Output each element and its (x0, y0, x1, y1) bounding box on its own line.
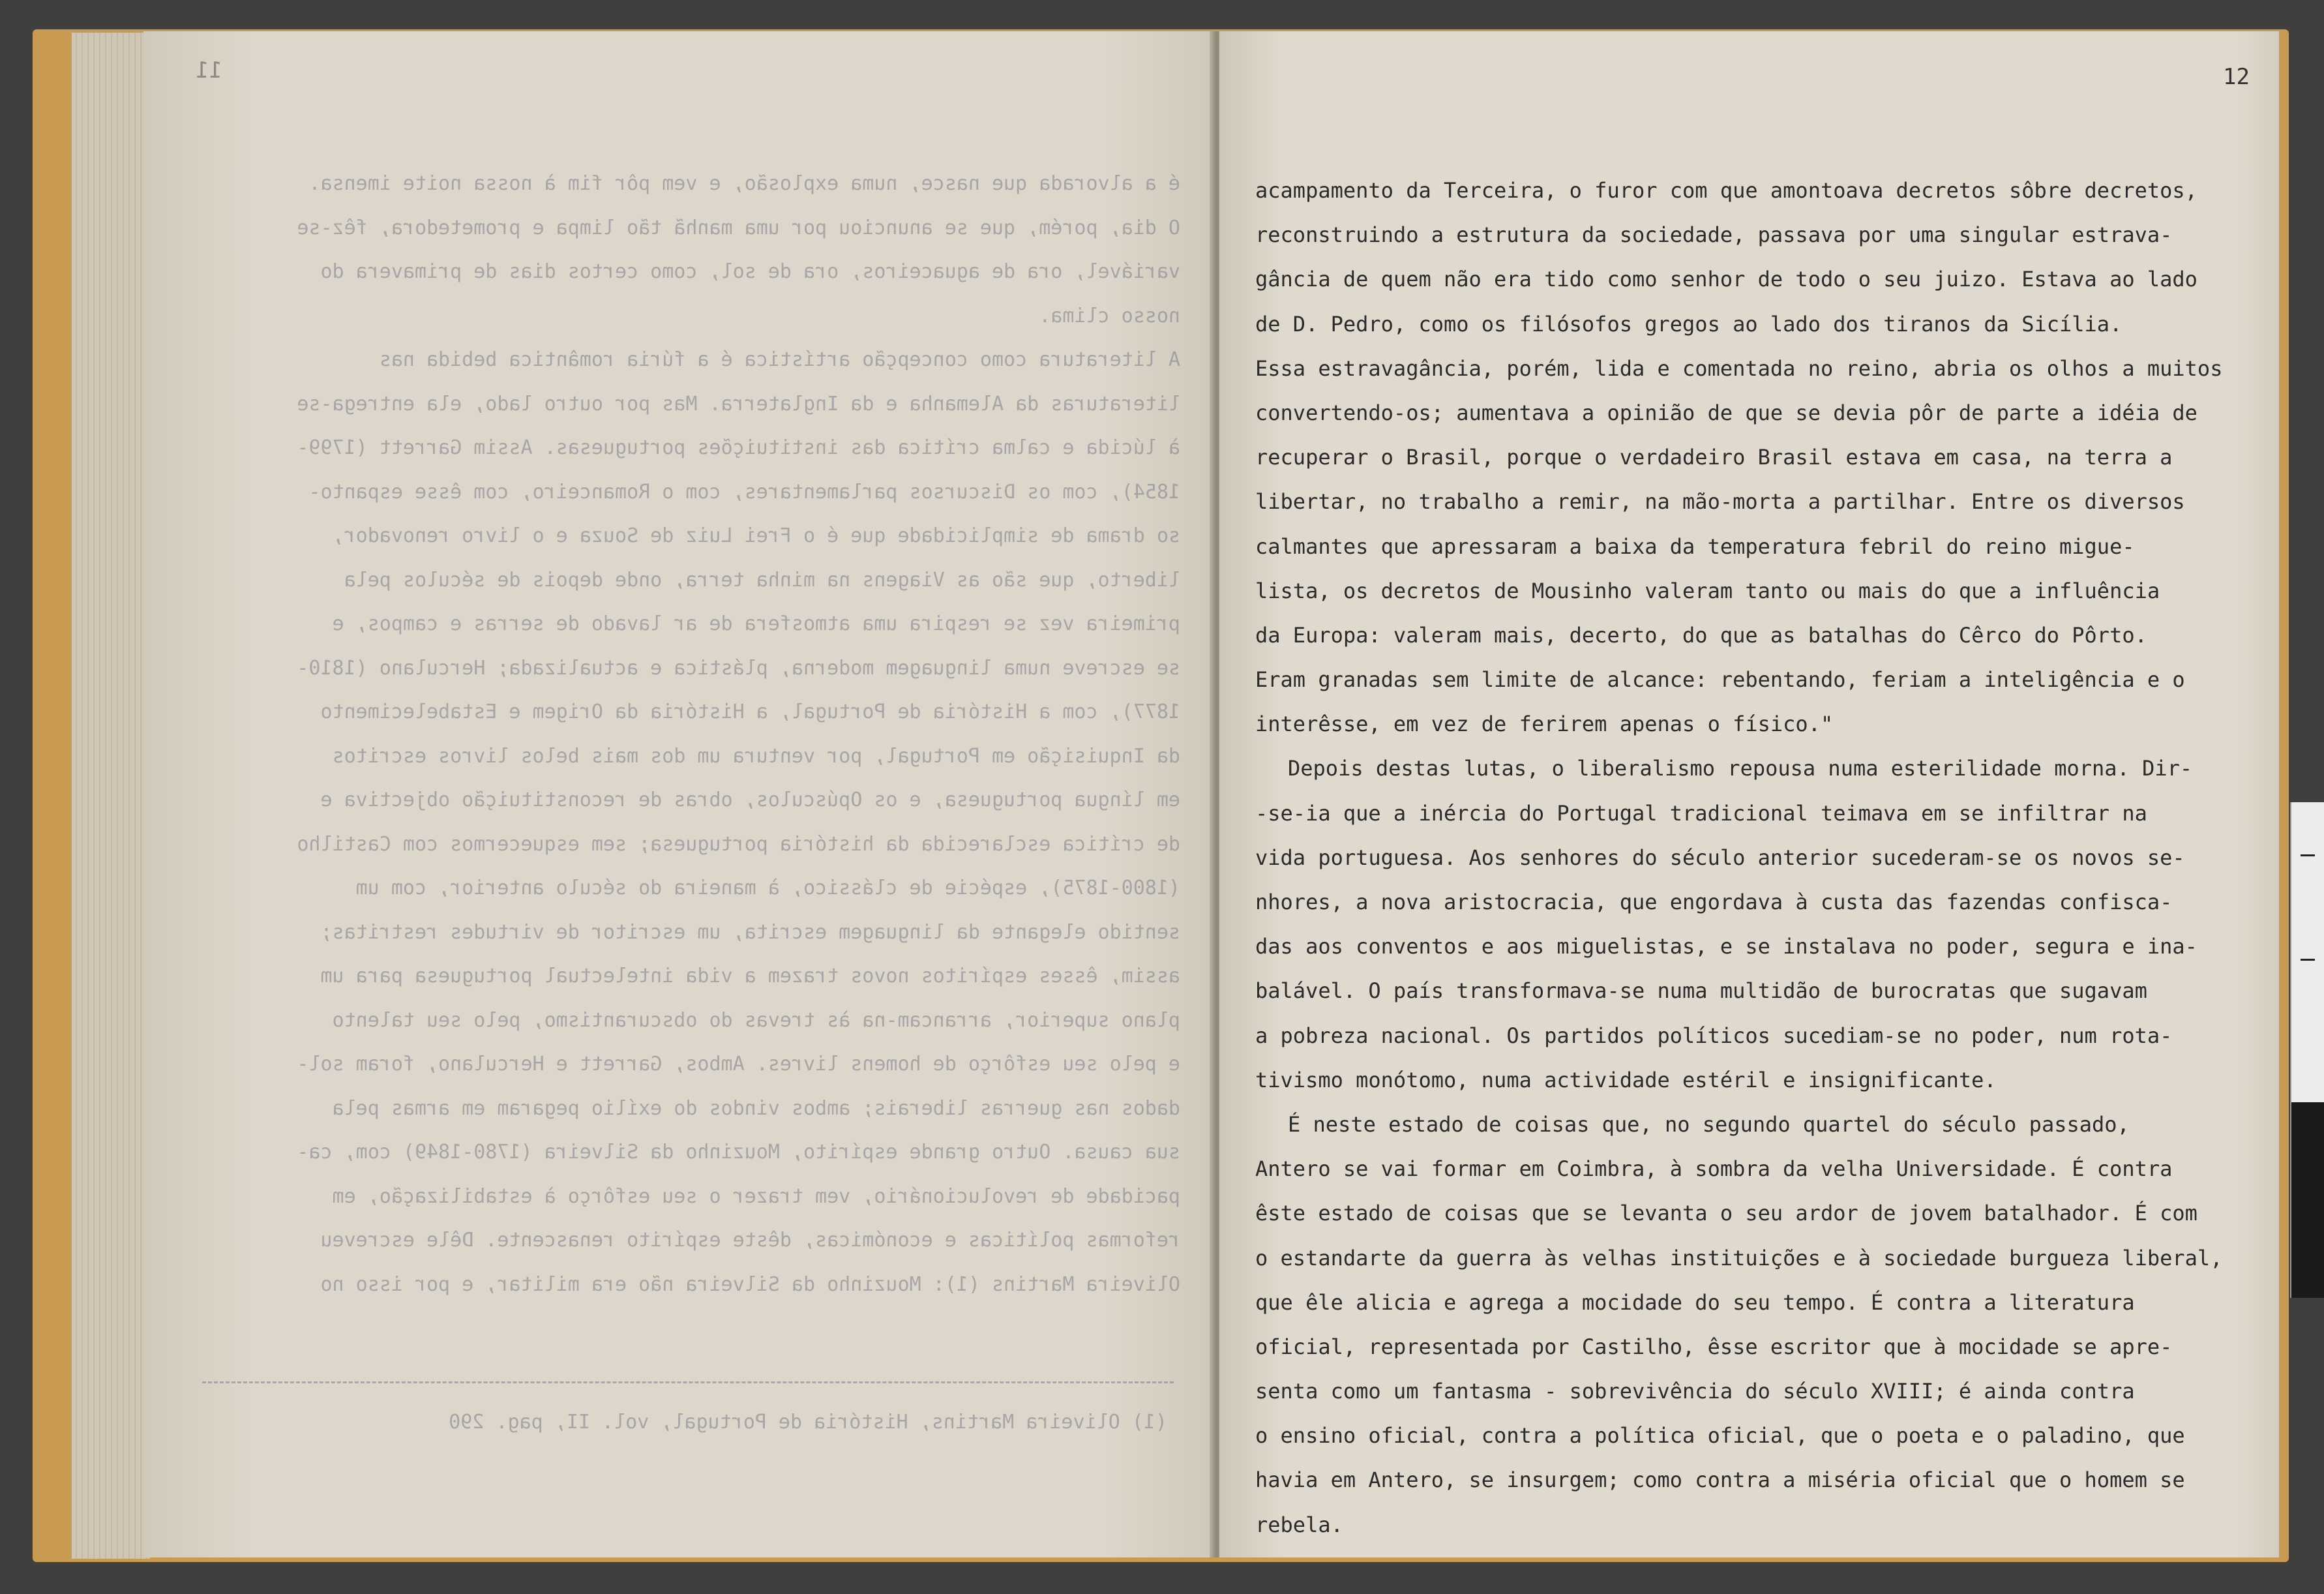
page-edges (72, 33, 150, 1559)
text-line: das aos conventos e aos miguelistas, e se instalava no poder, segura e ina- (1255, 934, 2197, 959)
text-line: É neste estado de coisas que, no segundo quartel do século passado, (1288, 1111, 2130, 1137)
bleed-line: se escreve numa linguagem moderna, plástica e actualizada; Herculano (1810- (297, 656, 1180, 680)
text-line: da Europa: valeram mais, decerto, do que as batalhas do Cêrco do Pôrto. (1255, 622, 2147, 648)
text-line: o estandarte da guerra às velhas instituições e à sociedade burgueza liberal, (1255, 1245, 2223, 1271)
text-line: libertar, no trabalho a remir, na mão-morta a partilhar. Entre os diversos (1255, 489, 2185, 515)
bleed-through-text (189, 162, 1180, 1306)
black-patch (2291, 1102, 2324, 1298)
bleed-line: pacidade de revolucionário, vem trazer o seu esfôrço à estabilização, em (332, 1184, 1180, 1208)
bleed-through-footnote: (1) Oliveira Martins, História de Portugal, vol. II, pag. 290 (449, 1411, 1167, 1434)
typewritten-body (1255, 168, 2272, 1547)
bleed-line: (1800-1875), espécie de clássico, à maneira do século anterior, com um (355, 877, 1180, 899)
text-line: convertendo-os; aumentava a opinião de que se devia pôr de parte a idéia de (1255, 400, 2197, 425)
text-line: Antero se vai formar em Coimbra, à sombra da velha Universidade. É contra (1255, 1156, 2173, 1182)
bleed-line: e pelo seu esfôrço de homens livres. Ambos, Garrett e Herculano, foram sol- (297, 1053, 1180, 1075)
text-line: nhores, a nova aristocracia, que engordava à custa das fazendas confisca- (1255, 890, 2173, 914)
text-line: que êle alicia e agrega a mocidade do seu tempo. É contra a literatura (1255, 1289, 2135, 1315)
bleed-line: A literatura como concepção artística é a fúria romântica bebida nas (379, 348, 1180, 371)
text-line: Eram granadas sem limite de alcance: rebentando, feriam a inteligência e o (1255, 667, 2185, 693)
text-line: interêsse, em vez de ferirem apenas o físico." (1255, 712, 1834, 737)
bleed-line: reformas políticas e económicas, dêste espírito renascente. Dêle escreveu (320, 1229, 1180, 1252)
bleed-line: da Inquisição em Portugal, por ventura um dos mais belos livros escritos (332, 744, 1180, 768)
bleed-line: dados nas guerras liberais; ambos vindos do exílio pegaram em armas pela (332, 1096, 1180, 1120)
text-line: rebela. (1255, 1512, 1343, 1537)
bleed-line: assim, êsses espíritos novos trazem a vida intelectual portuguesa para um (320, 965, 1180, 987)
footnote-rule (202, 1381, 1174, 1383)
text-line: Depois destas lutas, o liberalismo repousa numa esterilidade morna. Dir- (1288, 756, 2193, 781)
text-line: recuperar o Brasil, porque o verdadeiro Brasil estava em casa, na terra a (1255, 445, 2173, 470)
text-line: acampamento da Terceira, o furor com que amontoava decretos sôbre decretos, (1255, 178, 2197, 203)
text-line: calmantes que apressaram a baixa da temperatura febril do reino migue- (1255, 534, 2135, 559)
text-line: a pobreza nacional. Os partidos políticos sucediam-se no poder, num rota- (1255, 1023, 2173, 1048)
text-line: lista, os decretos de Mousinho valeram tanto ou mais do que a influência (1255, 578, 2160, 603)
left-page (143, 31, 1213, 1557)
bleed-line: 1854), com os Discursos parlamentares, com o Romanceiro, com êsse espanto- (308, 480, 1180, 504)
bleed-line: em língua portuguesa, e os Opúsculos, obras de reconstituição objectiva e (320, 789, 1180, 811)
color-calibration-strip (2290, 802, 2324, 1298)
bleed-line: Oliveira Martins (1): Mouzinho da Silveira não era militar, e por isso no (320, 1272, 1180, 1296)
text-line: havia em Antero, se insurgem; como contra a miséria oficial que o homem se (1255, 1467, 2185, 1493)
bleed-line: O dia, porém, que se anunciou por uma manhã tão limpa e prometedora, fêz-se (297, 216, 1180, 239)
left-page-number: 11 (196, 57, 222, 83)
text-line: oficial, representada por Castilho, êsse escritor que à mocidade se apre- (1255, 1334, 2173, 1359)
bleed-line: 1877), com a História de Portugal, a História da Origem e Estabelecimento (320, 700, 1180, 723)
bleed-line: nosso clima. (1039, 304, 1180, 327)
bleed-line: so drama de simplicidade que é o Frei Luiz de Souza e o livro renovador, (332, 524, 1180, 547)
text-line: reconstruindo a estrutura da sociedade, passava por uma singular estrava- (1255, 222, 2173, 248)
text-line: vida portuguesa. Aos senhores do século anterior sucederam-se os novos se- (1255, 845, 2185, 870)
bleed-line: sua causa. Outro grande espírito, Mouzinho da Silveira (1780-1849) com, ca- (297, 1141, 1180, 1164)
bleed-line: à lúcida e calma crítica das instituições portuguesas. Assim Garrett (1799- (297, 436, 1180, 459)
bleed-line: literaturas da Alemanha e da Inglaterra. Mas por outro lado, ela entrega-se (297, 392, 1180, 415)
right-page (1219, 31, 2279, 1557)
text-line: tivismo monótomo, numa actividade estéril e insignificante. (1255, 1067, 1997, 1092)
bleed-line: primeira vez se respira uma atmosfera de ar lavado de serras e campos, e (332, 612, 1180, 635)
bleed-line: plano superior, arrancam-na às trevas do obscurantismo, pelo seu talento (332, 1008, 1180, 1032)
right-page-number: 12 (2223, 64, 2250, 90)
text-line: gância de quem não era tido como senhor de todo o seu juizo. Estava ao lado (1255, 267, 2197, 292)
text-line: o ensino oficial, contra a política oficial, que o poeta e o paladino, que (1255, 1423, 2185, 1449)
bleed-line: de crítica esclarecida da história portuguesa; sem esquecermos com Castilho (297, 832, 1180, 856)
bleed-line: liberto, que são as Viagens na minha terra, onde depois de séculos pela (344, 568, 1180, 592)
bleed-line: é a alvorada que nasce, numa explosão, e vem pôr fim à nossa noite imensa. (308, 172, 1180, 195)
bleed-line: sentido elegante da linguagem escrita, um escritor de virtudes restritas; (320, 920, 1180, 944)
text-line: senta como um fantasma - sobrevivência do século XVIII; é ainda contra (1255, 1379, 2135, 1404)
scale-tick (2301, 854, 2315, 856)
scale-tick (2301, 959, 2315, 961)
text-line: de D. Pedro, como os filósofos gregos ao lado dos tiranos da Sicília. (1255, 311, 2123, 337)
bleed-line: variável, ora de aguaceiros, ora de sol, como certos dias de primavera do (320, 260, 1180, 283)
text-line: balável. O país transformava-se numa multidão de burocratas que sugavam (1255, 978, 2147, 1004)
text-line: -se-ia que a inércia do Portugal tradicional teimava em se infiltrar na (1255, 800, 2147, 826)
text-line: êste estado de coisas que se levanta o seu ardor de jovem batalhador. É com (1255, 1201, 2197, 1226)
text-line: Essa estravagância, porém, lida e comentada no reino, abria os olhos a muitos (1255, 355, 2223, 381)
